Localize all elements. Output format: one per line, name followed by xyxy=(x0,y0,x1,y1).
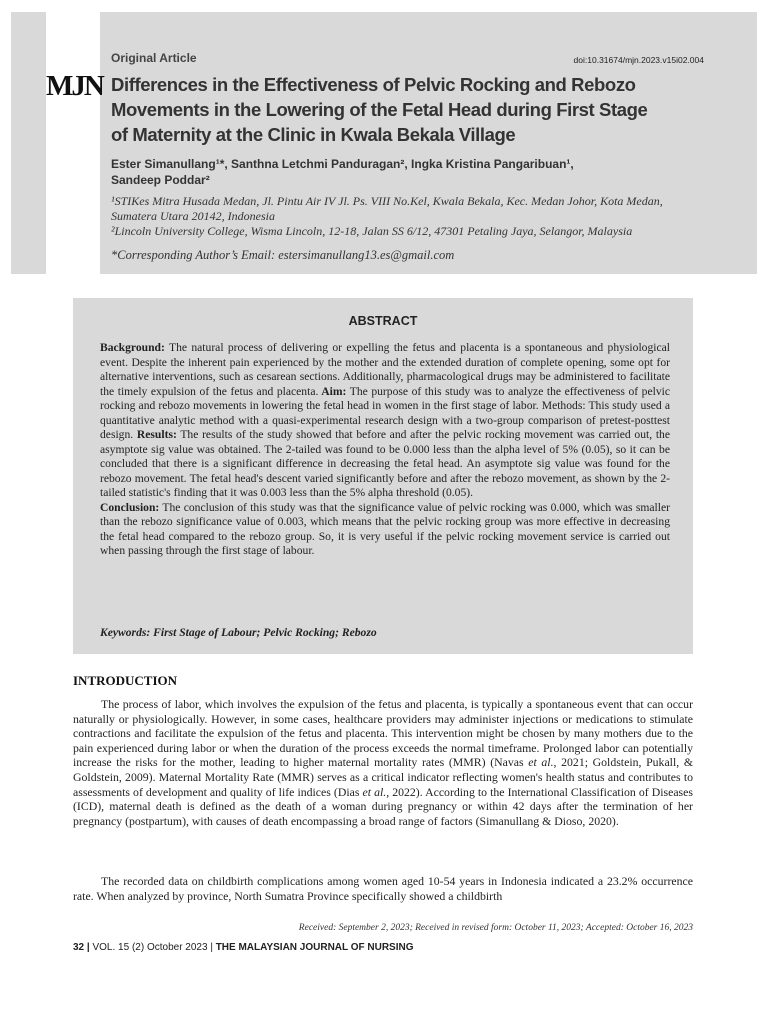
doi[interactable]: doi:10.31674/mjn.2023.v15i02.004 xyxy=(573,55,704,65)
aim-label: Aim: xyxy=(318,384,347,398)
intro-paragraph-1 xyxy=(73,697,693,828)
logo-column xyxy=(46,12,103,274)
conclusion-text: The conclusion of this study was that the significance value of pelvic rocking was 0.000, which was smaller than the rebozo significance value of 0.003, which means that the pelvic rocking group was more effective in decreasing the fetal head compared to the rebozo group. So, it is very useful if the pelvic rocking movement service is carried out when passing through the first stage of labour. xyxy=(100,500,670,557)
abstract-heading: ABSTRACT xyxy=(348,314,418,328)
keywords: Keywords: First Stage of Labour; Pelvic Rocking; Rebozo xyxy=(100,626,377,639)
title-line: Movements in the Lowering of the Fetal Head during First Stage xyxy=(111,99,648,120)
background-label: Background: xyxy=(100,341,165,354)
journal-logo: MJN xyxy=(46,70,103,102)
para-text: The process of labor, which involves the expulsion of the fetus and placenta, is typically a spontaneous event that can occur naturally or physiologically. However, in some cases, healthcare providers may administer injections or medications to stimulate contractions and facilitate the expulsion of the fetus and placenta. This intervention might be chosen by many mothers due to the pain experienced during labor or when the duration of the process exceeds the normal timeframe. Prolonged labor can potentially increase the risks for the mother, leading to higher maternal mortality rates (MMR) (Navas xyxy=(73,697,693,770)
volume-info: VOL. 15 (2) October 2023 | xyxy=(89,942,216,953)
corresponding-author: *Corresponding Author’s Email: estersimanullang13.es@gmail.com xyxy=(111,248,455,262)
page-footer xyxy=(73,942,414,953)
results-text: The results of the study showed that before and after the pelvic rocking movement was carried out, the asymptote sig value was obtained. The 2-tailed was found to be 0.000 less than the alpha level of 5% (0.05), so it can be concluded that there is a significant difference in decreasing the fetal head. An asymptote sig value was found for the rebozo movement. The fetal head's descent varied significantly before and after the rebozo movement, as shown by the 2-tailed statistic's finding that it was 0.003 less than the 5% alpha threshold (0.05). xyxy=(100,428,670,499)
affiliation-1: ¹STIKes Mitra Husada Medan, Jl. Pintu Air IV Jl. Ps. VIII No.Kel, Kwala Bekala, Kec. Medan Johor, Kota Medan, Sumatera Utara 20142, Indonesia xyxy=(111,194,663,223)
conclusion-label: Conclusion: xyxy=(100,500,160,514)
abstract-panel xyxy=(73,298,693,654)
page-number: 32 | xyxy=(73,942,90,953)
article-type: Original Article xyxy=(111,51,197,65)
title-line: of Maternity at the Clinic in Kwala Bekala Village xyxy=(111,124,516,145)
citation-etal: et al. xyxy=(528,755,554,770)
authors-line: Ester Simanullang¹*, Santhna Letchmi Panduragan², Ingka Kristina Pangaribuan¹, xyxy=(111,157,574,171)
background-text: The natural process of delivering or expelling the fetus and placenta is a spontaneous and physiological event. Despite the inherent pain experienced by the mother and the extended duration of complete opening, some opt for alternative interventions, such as cesarean sections. Additionally, pharmacological drugs may be administered to facilitate the timely expulsion of the fetus and placenta. xyxy=(100,341,670,398)
authors xyxy=(111,156,711,188)
section-heading-introduction: INTRODUCTION xyxy=(73,673,178,688)
aim-text: The purpose of this study was to analyze the effectiveness of pelvic rocking and rebozo movements in lowering the fetal head in women in the first stage of labor. Methods: This study used a quantitative analytic method with a quasi-experimental research design with a two-group comparison of pretest-posttest design. xyxy=(100,384,671,441)
authors-line: Sandeep Poddar² xyxy=(111,173,210,187)
intro-paragraph-2: The recorded data on childbirth complications among women aged 10-54 years in Indonesia indicated a 23.2% occurrence rate. When analyzed by province, North Sumatra Province specifically showed a childbirth xyxy=(73,874,693,903)
results-label: Results: xyxy=(133,428,177,441)
article-title xyxy=(111,72,721,147)
title-line: Differences in the Effectiveness of Pelvic Rocking and Rebozo xyxy=(111,74,636,95)
para-text: , 2022). According to the International Classification of Diseases (ICD), maternal death is defined as the death of a woman during pregnancy or within 42 days after the termination of her pregnancy (postpartum), with causes of death encompassing a broad range of factors (Simanullang & Dioso, 2020). xyxy=(73,784,693,828)
citation-etal: et al. xyxy=(362,784,387,799)
journal-name: THE MALAYSIAN JOURNAL OF NURSING xyxy=(215,942,414,953)
abstract-text xyxy=(100,341,670,559)
para-text: , 2021; Goldstein, Pukall, & Goldstein, 2009). Maternal Mortality Rate (MMR) serves as a critical indicator reflecting women's health status and contributes to assessments of development and quality of life indices (Dias xyxy=(73,755,693,799)
received-dates: Received: September 2, 2023; Received in revised form: October 11, 2023; Accepted: October 16, 2023 xyxy=(298,923,693,933)
affiliation-2: ²Lincoln University College, Wisma Lincoln, 12-18, Jalan SS 6/12, 47301 Petaling Jaya, Selangor, Malaysia xyxy=(111,224,633,238)
